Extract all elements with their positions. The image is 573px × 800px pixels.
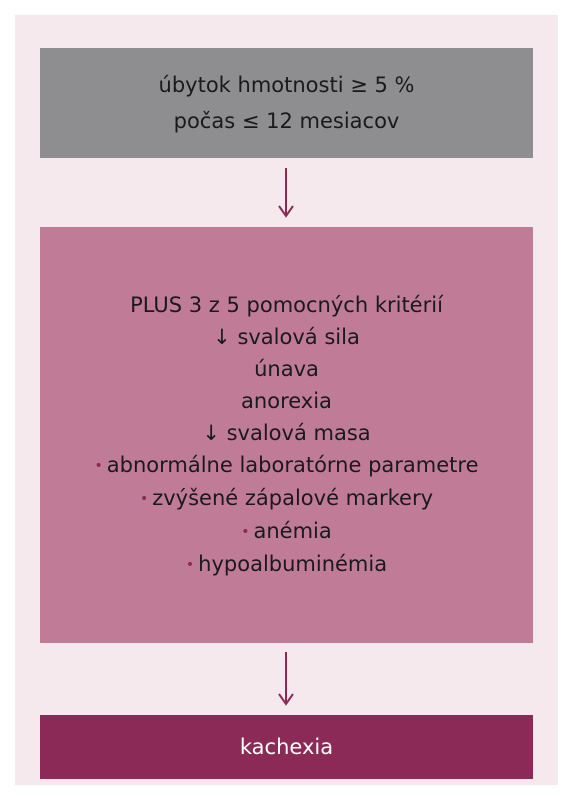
- criteria-bullet-text: anémia: [253, 519, 332, 543]
- criteria-bullet-text: hypoalbuminémia: [198, 552, 388, 576]
- cachexia-label: kachexia: [239, 735, 334, 759]
- bullet-icon: •: [241, 524, 250, 540]
- criteria-bullet-item: [95, 449, 479, 482]
- down-arrow-icon: [276, 168, 296, 220]
- down-arrow-icon: [276, 652, 296, 708]
- duration-line: počas ≤ 12 mesiacov: [173, 109, 400, 133]
- cachexia-box: [40, 715, 533, 779]
- bullet-icon: •: [94, 458, 103, 474]
- criteria-item: anorexia: [241, 389, 332, 413]
- weight-loss-box: [40, 48, 533, 158]
- criteria-item: ↓ svalová masa: [202, 421, 371, 445]
- criteria-item: únava: [254, 357, 319, 381]
- criteria-bullet-item: [140, 482, 433, 515]
- bullet-icon: •: [139, 491, 149, 507]
- criteria-heading: PLUS 3 z 5 pomocných kritérií: [130, 293, 443, 317]
- criteria-bullet-item: [186, 548, 387, 581]
- criteria-item: ↓ svalová sila: [213, 325, 360, 349]
- criteria-bullet-text: zvýšené zápalové markery: [152, 486, 434, 510]
- weight-loss-line: úbytok hmotnosti ≥ 5 %: [158, 73, 415, 97]
- bullet-icon: •: [185, 557, 195, 573]
- criteria-bullet-item: [241, 515, 332, 548]
- criteria-bullet-text: abnormálne laboratórne parametre: [106, 453, 479, 477]
- criteria-box: [40, 227, 533, 643]
